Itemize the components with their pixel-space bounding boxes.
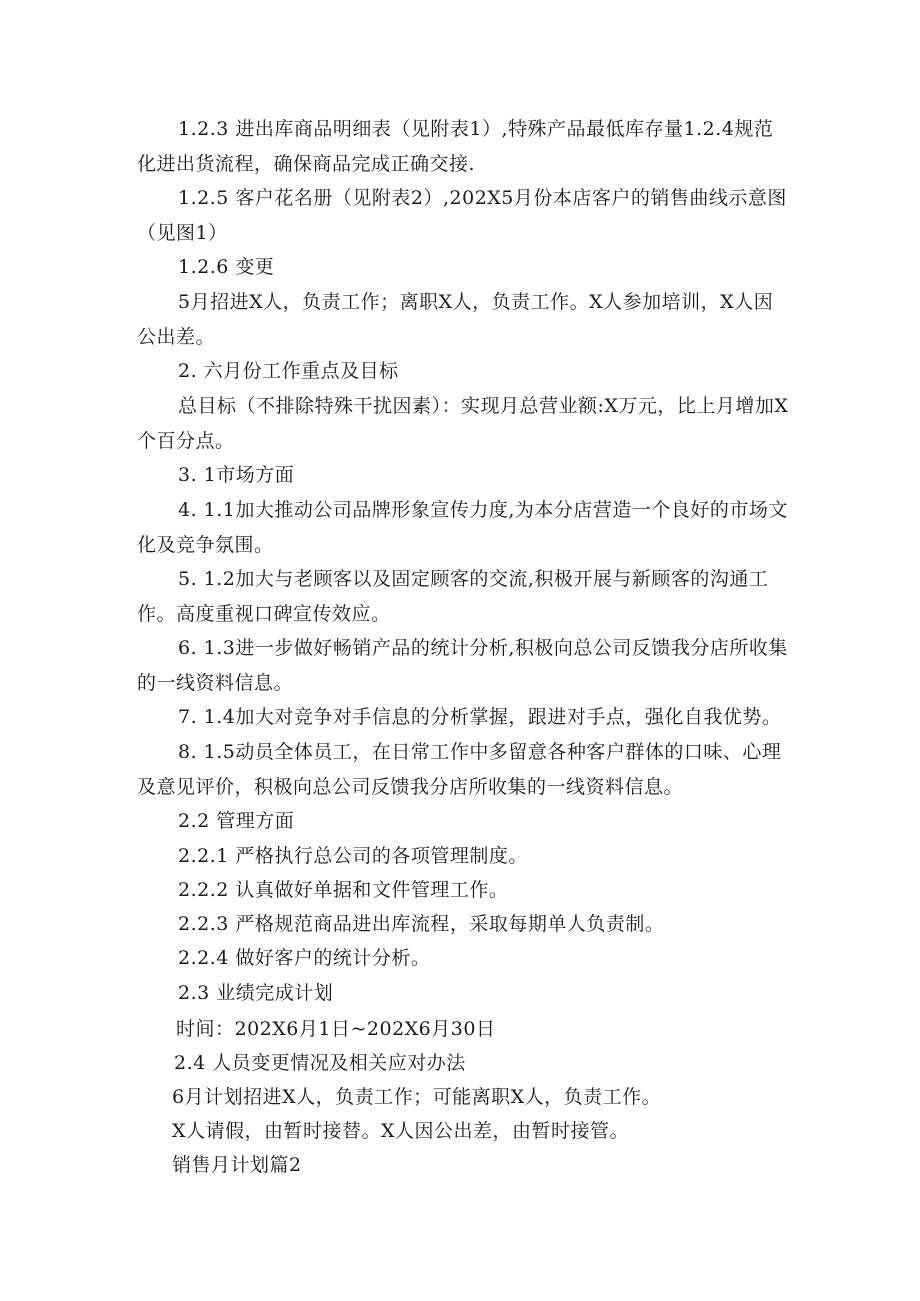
heading-performance-plan: 2.3 业绩完成计划 (178, 982, 334, 1004)
paragraph-1-2-6: 1.2.6 变更 (178, 256, 275, 278)
heading-management: 2.2 管理方面 (178, 810, 295, 832)
paragraph-market-1: 4. 1.1加大推动公司品牌形象宣传力度,为本分店营造一个良好的市场文化及竞争氛围。 (137, 499, 788, 556)
paragraph-time-range: 时间：202X6月1日~202X6月30日 (176, 1018, 496, 1040)
paragraph-management-1: 2.2.1 严格执行总公司的各项管理制度。 (178, 845, 528, 867)
heading-market: 3. 1市场方面 (178, 464, 295, 486)
heading-june-goals: 2. 六月份工作重点及目标 (178, 360, 399, 382)
paragraph-market-3: 6. 1.3进一步做好畅销产品的统计分析,积极向总公司反馈我分店所收集的一线资料信息。 (137, 637, 788, 694)
paragraph-june-staffing: 6月计划招进X人，负责工作；可能离职X人，负责工作。 (172, 1086, 662, 1108)
paragraph-may-staffing: 5月招进X人，负责工作；离职X人，负责工作。X人参加培训，X人因公出差。 (137, 291, 774, 348)
heading-staff-changes: 2.4 人员变更情况及相关应对办法 (174, 1052, 466, 1074)
paragraph-management-2: 2.2.2 认真做好单据和文件管理工作。 (178, 879, 509, 901)
paragraph-management-3: 2.2.3 严格规范商品进出库流程，采取每期单人负责制。 (178, 913, 665, 935)
paragraph-market-5: 8. 1.5动员全体员工，在日常工作中多留意各种客户群体的口味、心理及意见评价，积极向总公司反馈我分店所收集的一线资料信息。 (137, 741, 782, 798)
paragraph-1-2-3: 1.2.3 进出库商品明细表（见附表1）,特殊产品最低库存量1.2.4规范化进出货流程，确保商品完成正确交接. (137, 118, 774, 175)
paragraph-total-goal: 总目标（不排除特殊干扰因素）：实现月总营业额:X万元，比上月增加X个百分点。 (137, 395, 789, 452)
paragraph-market-2: 5. 1.2加大与老顾客以及固定顾客的交流,积极开展与新顾客的沟通工作。高度重视口碑宣传效应。 (137, 568, 769, 625)
paragraph-management-4: 2.2.4 做好客户的统计分析。 (178, 947, 431, 969)
paragraph-leave-arrangement: X人请假，由暂时接替。X人因公出差，由暂时接管。 (172, 1120, 630, 1142)
heading-sales-plan-2: 销售月计划篇2 (172, 1154, 302, 1176)
paragraph-1-2-5: 1.2.5 客户花名册（见附表2）,202X5月份本店客户的销售曲线示意图（见图1） (137, 187, 787, 244)
paragraph-market-4: 7. 1.4加大对竞争对手信息的分析掌握，跟进对手点，强化自我优势。 (178, 706, 782, 728)
